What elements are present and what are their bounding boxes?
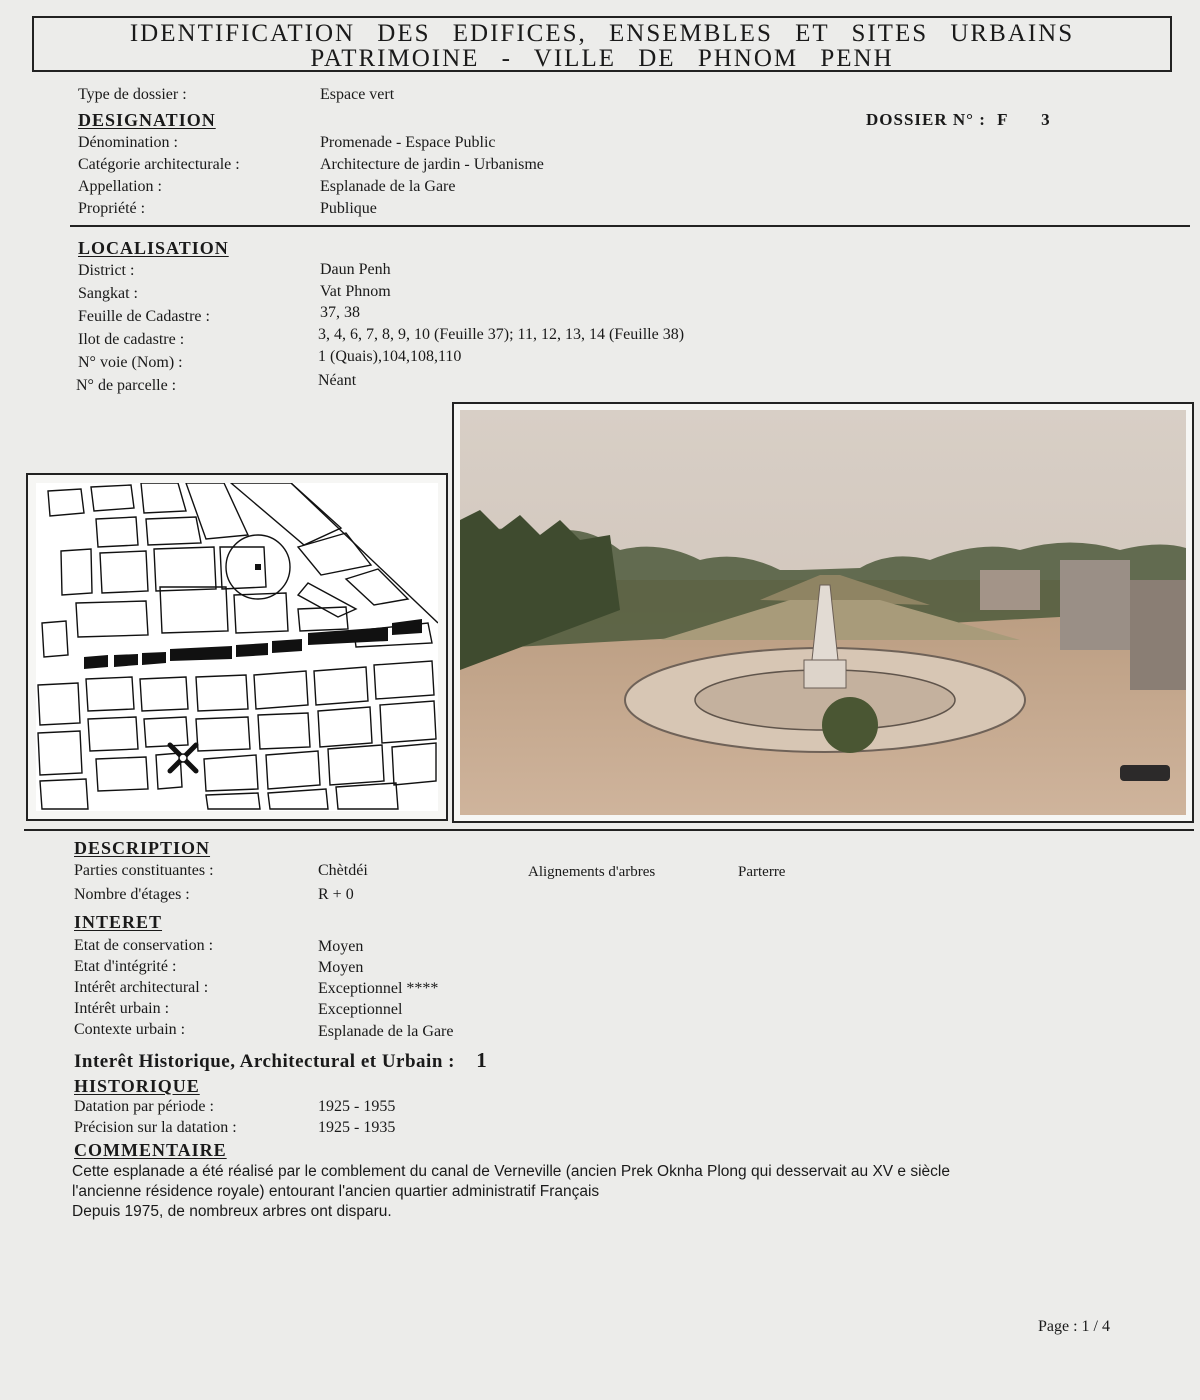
etages-label: Nombre d'étages : (74, 886, 190, 903)
interet-value: Moyen (318, 938, 364, 955)
dossier-number (866, 110, 1051, 130)
localisation-value: Néant (318, 372, 357, 389)
commentaire-text (72, 1162, 1182, 1222)
parties-item: Alignements d'arbres (528, 864, 656, 880)
interet-summary-label: Interêt Historique, Architectural et Urbain : (74, 1051, 455, 1072)
commentaire-line: Cette esplanade a été réalisé par le comblement du canal de Verneville (ancien Prek Oknha Plong qui desservait au XV e siècle (72, 1163, 950, 1180)
dossier-label: DOSSIER N° : (866, 110, 986, 129)
commentaire-line: Depuis 1975, de nombreux arbres ont disparu. (72, 1203, 392, 1220)
interet-summary (74, 1048, 487, 1073)
localisation-label: Sangkat : (78, 285, 138, 302)
dossier-letter: F (997, 110, 1008, 129)
localisation-value: 1 (Quais),104,108,110 (318, 348, 462, 365)
photo-drawing (460, 410, 1186, 815)
localisation-label: Feuille de Cadastre : (78, 308, 210, 325)
historique-label: Précision sur la datation : (74, 1119, 237, 1136)
interet-label: Etat de conservation : (74, 937, 214, 954)
localisation-label: N° de parcelle : (76, 377, 177, 394)
designation-heading: DESIGNATION (78, 110, 216, 130)
commentaire-line: l'ancienne résidence royale) entourant l'ancien quartier administratif Français (72, 1183, 600, 1200)
historique-label: Datation par période : (74, 1098, 214, 1115)
map-drawing (36, 483, 438, 811)
interet-value: Exceptionnel **** (318, 980, 439, 997)
designation-label: Propriété : (78, 200, 146, 217)
interet-summary-value: 1 (476, 1048, 488, 1072)
designation-label: Catégorie architecturale : (78, 156, 240, 173)
parties-item: Chètdéi (318, 862, 368, 879)
section-divider (24, 829, 1194, 831)
page-number: Page : 1 / 4 (1038, 1318, 1110, 1335)
designation-label: Dénomination : (78, 134, 178, 151)
interet-value: Exceptionnel (318, 1001, 403, 1018)
parties-item: Parterre (738, 864, 786, 880)
etages-value: R + 0 (318, 886, 354, 903)
historique-value: 1925 - 1935 (318, 1119, 396, 1136)
designation-value: Esplanade de la Gare (320, 178, 456, 195)
designation-value: Promenade - Espace Public (320, 134, 496, 151)
interet-heading: INTERET (74, 912, 163, 932)
localisation-value: 37, 38 (320, 304, 360, 321)
localisation-value: Vat Phnom (320, 283, 391, 300)
title-line-2: PATRIMOINE - VILLE DE PHNOM PENH (310, 45, 894, 72)
document-title-box (32, 16, 1172, 72)
interet-label: Intérêt architectural : (74, 979, 209, 996)
designation-value: Publique (320, 200, 377, 217)
localisation-label: N° voie (Nom) : (78, 354, 183, 371)
historique-heading: HISTORIQUE (74, 1076, 200, 1096)
interet-value: Esplanade de la Gare (318, 1023, 454, 1040)
title-line-1: IDENTIFICATION DES EDIFICES, ENSEMBLES ET SITES URBAINS (129, 20, 1075, 47)
localisation-value: 3, 4, 6, 7, 8, 9, 10 (Feuille 37); 11, 12, 13, 14 (Feuille 38) (318, 326, 685, 343)
interet-label: Contexte urbain : (74, 1021, 186, 1038)
commentaire-heading: COMMENTAIRE (74, 1140, 227, 1160)
designation-value: Architecture de jardin - Urbanisme (320, 156, 544, 173)
interet-label: Intérêt urbain : (74, 1000, 170, 1017)
localisation-label: Ilot de cadastre : (78, 331, 185, 348)
localisation-label: District : (78, 262, 135, 279)
section-divider (70, 225, 1190, 227)
localisation-value: Daun Penh (320, 261, 391, 278)
type-dossier-label: Type de dossier : (78, 86, 187, 103)
type-dossier-value: Espace vert (320, 86, 395, 103)
interet-value: Moyen (318, 959, 364, 976)
esplanade-photo (452, 402, 1194, 823)
parties-label: Parties constituantes : (74, 862, 214, 879)
description-heading: DESCRIPTION (74, 838, 211, 858)
cadastral-map (26, 473, 448, 821)
historique-value: 1925 - 1955 (318, 1098, 396, 1115)
interet-label: Etat d'intégrité : (74, 958, 177, 975)
designation-label: Appellation : (78, 178, 162, 195)
localisation-heading: LOCALISATION (78, 238, 229, 258)
dossier-num: 3 (1041, 110, 1051, 129)
